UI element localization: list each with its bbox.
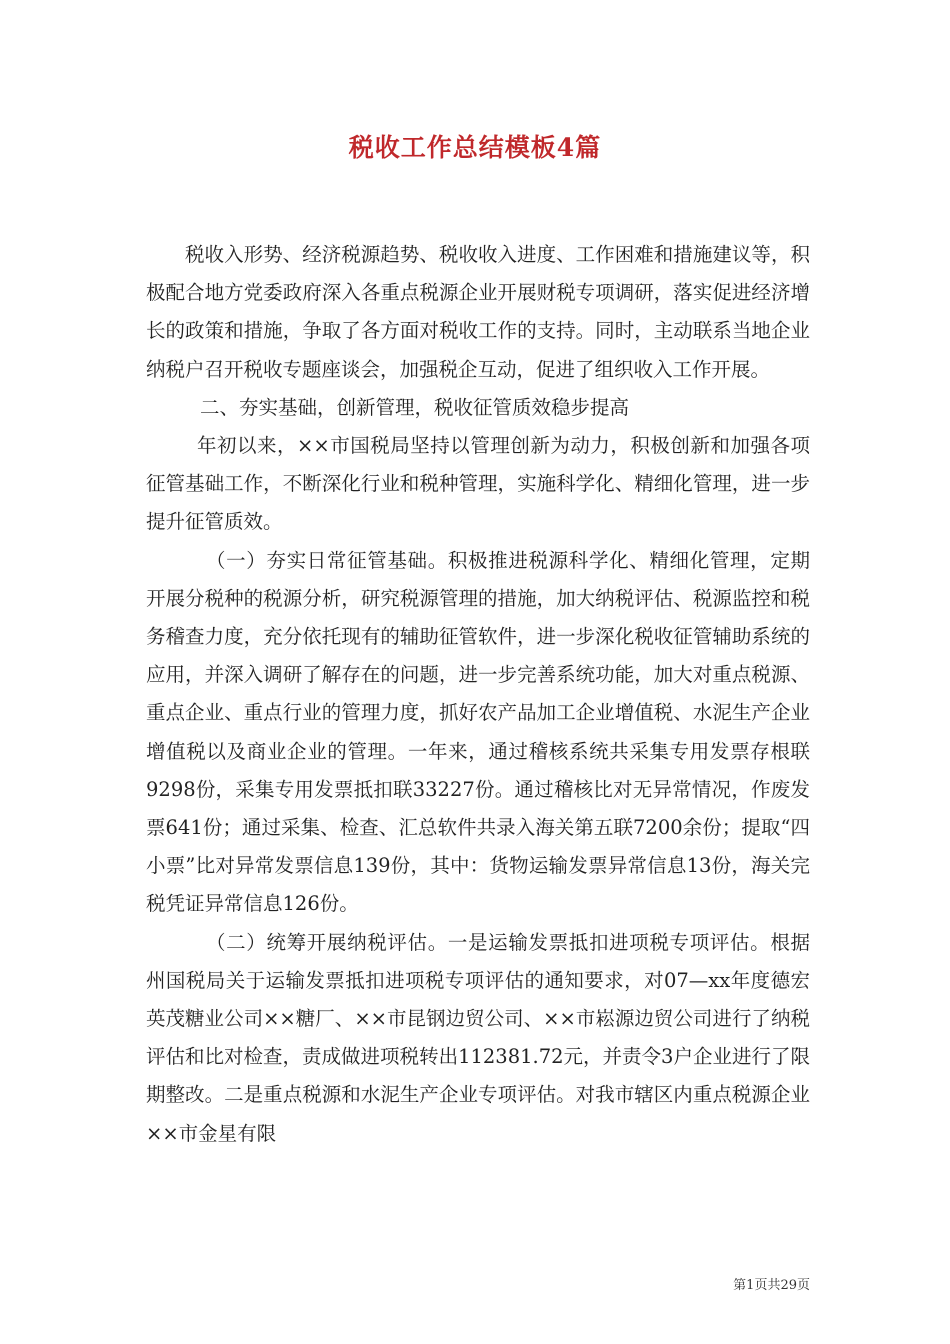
paragraph-intro: 年初以来，××市国税局坚持以管理创新为动力，积极创新和加强各项征管基础工作，不断深化行业和税种管理，实施科学化、精细化管理，进一步提升征管质效。 (146, 434, 810, 534)
page-title: 税收工作总结模板4篇 (348, 133, 602, 162)
paragraph-subsection-1: （一）夯实日常征管基础。积极推进税源科学化、精细化管理，定期开展分税种的税源分析，研究税源管理的措施，加大纳税评估、税源监控和税务稽查力度，充分依托现有的辅助征管软件，进一步深化税收征管辅助系统的应用，并深入调研了解存在的问题，进一步完善系统功能，加大对重点税源、重点企业、重点行业的管理力度，抓好农产品加工企业增值税、水泥生产企业增值税以及商业企业的管理。一年来，通过稽核系统共采集专用发票存根联9298份，采集专用发票抵扣联33227份。通过稽核比对无异常情况，作废发票641份；通过采集、检查、汇总软件共录入海关第五联7200余份；提取“四小票”比对异常发票信息139份，其中：货物运输发票异常信息13份，海关完税凭证异常信息126份。 (146, 548, 810, 916)
section-heading-2: 二、夯实基础，创新管理，税收征管质效稳步提高 (200, 395, 630, 419)
paragraph-subsection-2: （二）统筹开展纳税评估。一是运输发票抵扣进项税专项评估。根据州国税局关于运输发票抵扣进项税专项评估的通知要求，对07—xx年度德宏英茂糖业公司××糖厂、××市昆钢边贸公司、××市崧源边贸公司进行了纳税评估和比对检查，责成做进项税转出112381.72元，并责令3户企业进行了限期整改。二是重点税源和水泥生产企业专项评估。对我市辖区内重点税源企业××市金星有限 (146, 930, 810, 1145)
paragraph-tax-situation: 税收入形势、经济税源趋势、税收收入进度、工作困难和措施建议等，积极配合地方党委政府深入各重点税源企业开展财税专项调研，落实促进经济增长的政策和措施，争取了各方面对税收工作的支持。同时，主动联系当地企业纳税户召开税收专题座谈会，加强税企互动，促进了组织收入工作开展。 (146, 243, 810, 381)
page-number-footer: 第1页共29页 (733, 1278, 810, 1293)
document-body (146, 236, 810, 1153)
